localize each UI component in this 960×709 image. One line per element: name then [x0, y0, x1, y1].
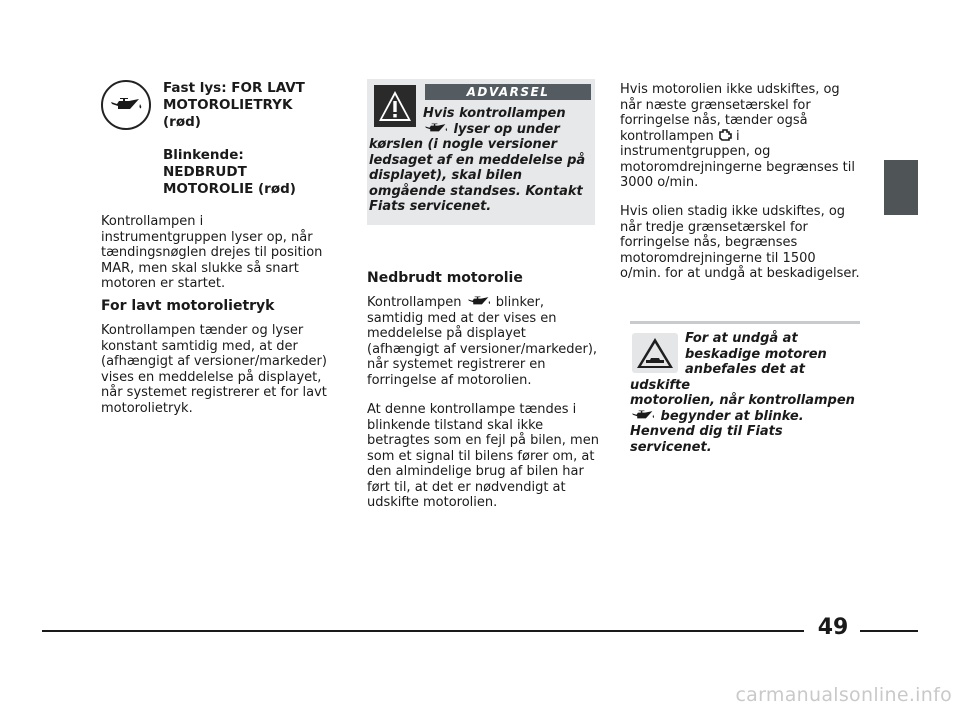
- note-divider: [630, 321, 860, 324]
- watermark: carmanualsonline.info: [735, 684, 952, 706]
- blink-1: Blinkende:: [163, 147, 244, 163]
- note-line-1: For at undgå at: [685, 331, 798, 346]
- fast-light-label: [163, 80, 323, 131]
- paragraph-threshold-3: Hvis olien stadig ikke udskiftes, og når tredje grænsetærskel for forringelse nås, begrænses motoromdrejningerne til 1500 o/min. for at undgå at beskadigelser.: [620, 204, 860, 281]
- warning-rest: kørslen (i nogle versioner ledsaget af en meddelelse på displayet), skal bilen omgående standses. Kontakt Fiats servicenet.: [369, 137, 586, 214]
- note-text: [630, 331, 862, 455]
- warning-line-2: lyser op under: [453, 121, 560, 137]
- blink-label: [163, 147, 323, 198]
- para5-a: Hvis motorolien ikke udskiftes, og når næste grænsetærskel for forringelse nås, tænder også kontrollampen: [620, 82, 840, 144]
- fast-value-1: FOR LAVT: [231, 80, 305, 96]
- para5-b: i instrumentgruppen, og motoromdrejningerne begrænses til 3000 o/min.: [620, 128, 855, 190]
- paragraph-low-oil-pressure: Kontrollampen tænder og lyser konstant samtidig med, at der (afhængigt af versioner/markeder) vises en meddelelse på displayet, når systemet registrerer et for lavt motorolietryk.: [101, 323, 327, 416]
- warning-header: ADVARSEL: [425, 84, 591, 100]
- heading-broken-oil: Nedbrudt motorolie: [367, 270, 523, 286]
- paragraph-threshold-2: [620, 82, 860, 191]
- oil-warning-symbol: [101, 80, 151, 130]
- fast-label: Fast lys:: [163, 80, 232, 96]
- note-line-2: beskadige motoren: [685, 346, 827, 362]
- para3-a: Kontrollampen: [367, 295, 466, 310]
- page-number: 49: [817, 615, 849, 640]
- note-line-6: Henvend dig til Fiats servicenet.: [630, 424, 783, 455]
- para3-b: blinker, samtidig med at der vises en meddelelse på displayet (afhængigt af versioner/markeder), når systemet registrerer en forringelse af motorolien.: [367, 295, 598, 388]
- fast-value-3: (rød): [163, 114, 201, 130]
- blink-2: NEDBRUDT: [163, 164, 247, 180]
- note-line-4: motorolien, når kontrollampen: [630, 393, 855, 408]
- oil-can-icon: [466, 295, 492, 308]
- paragraph-intro: Kontrollampen i instrumentgruppen lyser op, når tændingsnøglen drejes til position MAR, men skal slukke så snart motoren er startet.: [101, 214, 323, 291]
- oil-can-icon: [630, 409, 656, 422]
- footer-rule-left: [42, 630, 804, 632]
- warning-text: [369, 106, 593, 215]
- fast-value-2: MOTOROLIETRYK: [163, 97, 293, 113]
- note-line-5: begynder at blinke.: [656, 408, 804, 424]
- warning-line-1: Hvis kontrollampen: [423, 106, 566, 121]
- chapter-tab: [884, 160, 918, 215]
- heading-low-oil-pressure: For lavt motorolietryk: [101, 298, 275, 314]
- engine-icon: [718, 129, 732, 142]
- oil-can-icon: [423, 122, 449, 135]
- blink-3: MOTOROLIE (rød): [163, 181, 296, 197]
- oil-can-icon: [109, 96, 143, 114]
- footer-rule-right: [860, 630, 918, 632]
- paragraph-broken-oil: [367, 295, 599, 388]
- paragraph-blink-meaning: At denne kontrollampe tændes i blinkende tilstand skal ikke betragtes som en fejl på bilen, men som et signal til bilens fører om, at den almindelige brug af bilen har ført til, at det er nødvendigt at udskifte motorolien.: [367, 402, 599, 510]
- note-line-3: anbefales det at udskifte: [630, 362, 805, 393]
